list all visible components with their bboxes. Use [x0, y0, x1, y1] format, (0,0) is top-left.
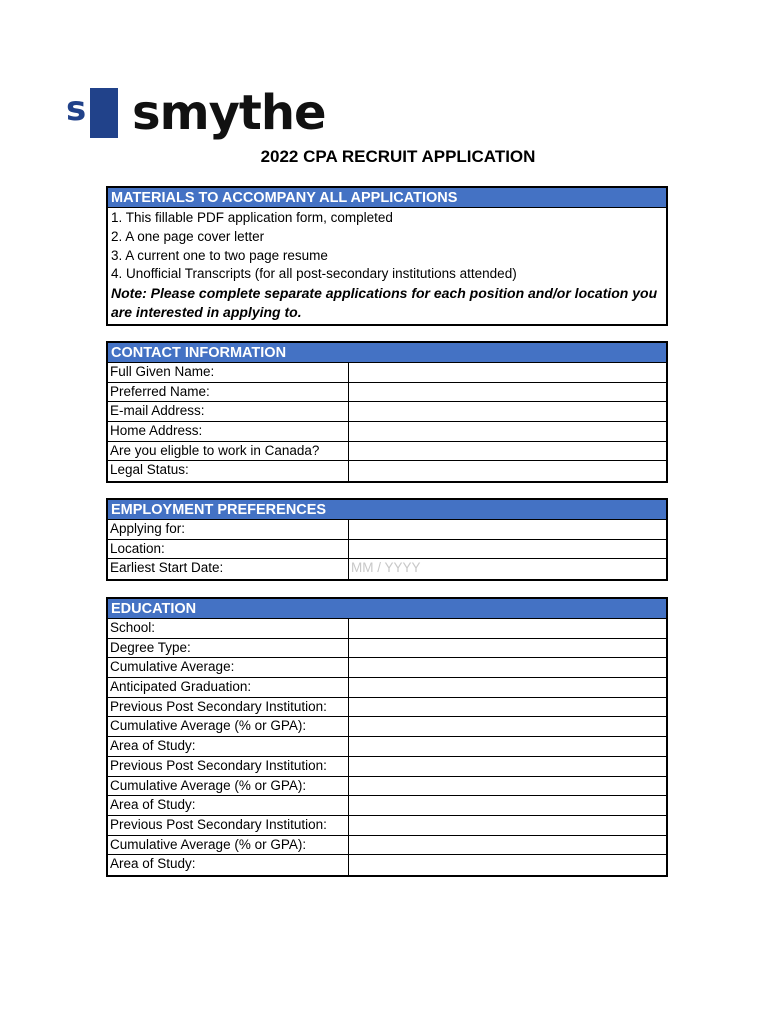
home-address-field[interactable]	[349, 422, 666, 441]
previous-average-field[interactable]	[349, 777, 666, 796]
previous-institution-field[interactable]	[349, 698, 666, 717]
materials-note: Note: Please complete separate applications for each position and/or location you are interested in applying to.	[111, 285, 658, 321]
employment-header: EMPLOYMENT PREFERENCES	[108, 500, 666, 520]
form-row	[108, 855, 666, 875]
field-label: Full Given Name:	[108, 363, 349, 382]
contact-section	[106, 341, 668, 483]
form-row	[108, 540, 666, 560]
area-of-study-field[interactable]	[349, 855, 666, 875]
materials-section	[106, 186, 668, 326]
field-label: Cumulative Average (% or GPA):	[108, 836, 349, 855]
anticipated-graduation-field[interactable]	[349, 678, 666, 697]
field-label: Area of Study:	[108, 855, 349, 875]
applying-for-field[interactable]	[349, 520, 666, 539]
logo-text: smythe	[132, 85, 326, 141]
form-row	[108, 461, 666, 481]
field-label: Are you eligble to work in Canada?	[108, 442, 349, 461]
field-label: Area of Study:	[108, 737, 349, 756]
previous-average-field[interactable]	[349, 836, 666, 855]
form-row	[108, 678, 666, 698]
cumulative-average-field[interactable]	[349, 658, 666, 677]
materials-item: 3. A current one to two page resume	[111, 247, 328, 263]
form-row	[108, 619, 666, 639]
form-row	[108, 383, 666, 403]
start-date-field[interactable]: MM / YYYY	[351, 560, 421, 576]
form-row	[108, 559, 666, 579]
previous-institution-field[interactable]	[349, 816, 666, 835]
area-of-study-field[interactable]	[349, 796, 666, 815]
materials-list	[108, 208, 666, 324]
location-field[interactable]	[349, 540, 666, 559]
field-label: Anticipated Graduation:	[108, 678, 349, 697]
form-row	[108, 639, 666, 659]
field-label: Degree Type:	[108, 639, 349, 658]
form-row	[108, 422, 666, 442]
field-label: Previous Post Secondary Institution:	[108, 698, 349, 717]
education-section	[106, 597, 668, 877]
contact-header: CONTACT INFORMATION	[108, 343, 666, 363]
field-label: Previous Post Secondary Institution:	[108, 816, 349, 835]
form-row	[108, 717, 666, 737]
field-label: Preferred Name:	[108, 383, 349, 402]
field-label: Cumulative Average:	[108, 658, 349, 677]
field-label: E-mail Address:	[108, 402, 349, 421]
field-label: Earliest Start Date:	[108, 559, 349, 579]
form-row	[108, 520, 666, 540]
field-label: Legal Status:	[108, 461, 349, 481]
full-given-name-field[interactable]	[349, 363, 666, 382]
education-header: EDUCATION	[108, 599, 666, 619]
form-row	[108, 757, 666, 777]
degree-type-field[interactable]	[349, 639, 666, 658]
form-row	[108, 737, 666, 757]
materials-item: 2. A one page cover letter	[111, 228, 265, 244]
field-label: Area of Study:	[108, 796, 349, 815]
area-of-study-field[interactable]	[349, 737, 666, 756]
previous-institution-field[interactable]	[349, 757, 666, 776]
field-label: Cumulative Average (% or GPA):	[108, 717, 349, 736]
materials-header: MATERIALS TO ACCOMPANY ALL APPLICATIONS	[108, 188, 666, 208]
page-title: 2022 CPA RECRUIT APPLICATION	[260, 147, 536, 166]
field-label: Cumulative Average (% or GPA):	[108, 777, 349, 796]
work-eligibility-field[interactable]	[349, 442, 666, 461]
form-row	[108, 816, 666, 836]
form-row	[108, 442, 666, 462]
form-row	[108, 658, 666, 678]
employment-section	[106, 498, 668, 581]
field-label: School:	[108, 619, 349, 638]
form-row	[108, 698, 666, 718]
preferred-name-field[interactable]	[349, 383, 666, 402]
logo-mark-icon: s	[68, 88, 118, 138]
form-row	[108, 402, 666, 422]
form-row	[108, 777, 666, 797]
legal-status-field[interactable]	[349, 461, 666, 481]
field-label: Applying for:	[108, 520, 349, 539]
previous-average-field[interactable]	[349, 717, 666, 736]
field-label: Location:	[108, 540, 349, 559]
form-row	[108, 363, 666, 383]
form-row	[108, 836, 666, 856]
field-label: Previous Post Secondary Institution:	[108, 757, 349, 776]
field-label: Home Address:	[108, 422, 349, 441]
materials-item: 1. This fillable PDF application form, completed	[111, 210, 393, 225]
school-field[interactable]	[349, 619, 666, 638]
materials-item: 4. Unofficial Transcripts (for all post-secondary institutions attended)	[111, 266, 517, 282]
form-row	[108, 796, 666, 816]
company-logo	[66, 85, 326, 141]
email-field[interactable]	[349, 402, 666, 421]
